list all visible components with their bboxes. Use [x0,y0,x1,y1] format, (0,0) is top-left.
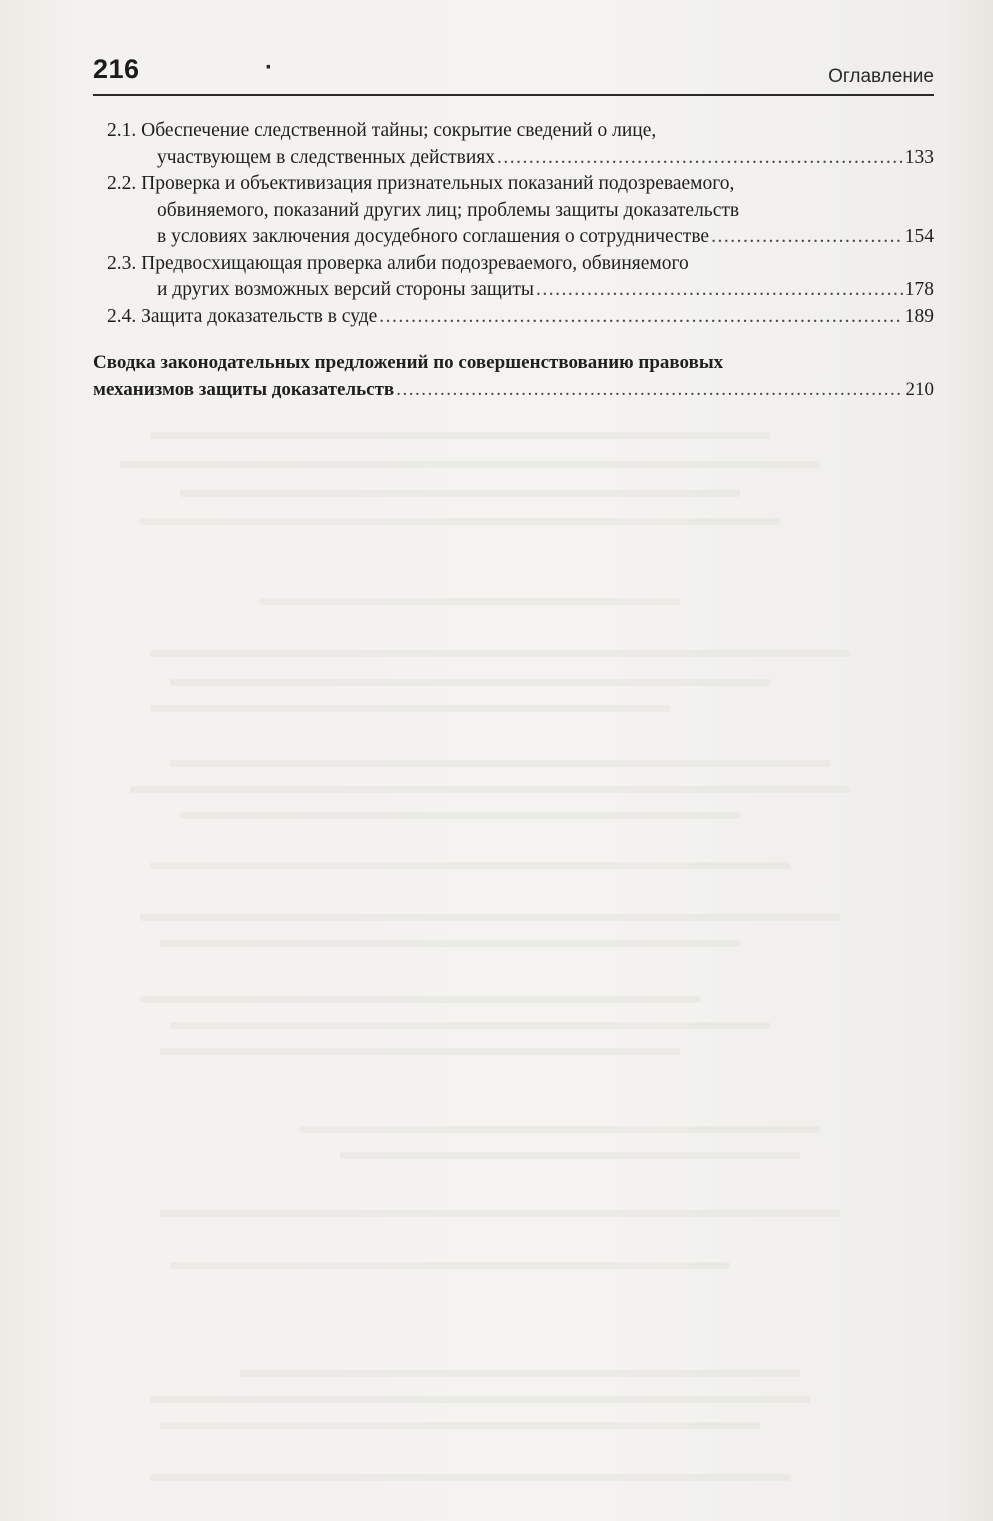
toc-page-number: 178 [904,279,934,300]
toc-entry-line: 2.3. Предвосхищающая проверка алиби подозреваемого, обвиняемого [107,252,689,274]
toc-entry-line: участвующем в следственных действиях [157,146,495,168]
toc-entry-2-4[interactable] [93,304,934,331]
toc-entry-2-3[interactable] [93,251,934,304]
header-separator-dot: · [265,54,273,81]
toc-entry-line: Сводка законодательных предложений по совершенствованию правовых [93,352,724,373]
page-header [93,52,934,96]
table-of-contents [93,118,934,403]
toc-entry-line: обвиняемого, показаний других лиц; проблемы защиты доказательств [157,199,740,221]
page-number: 216 [93,54,140,84]
toc-entry-line: 2.2. Проверка и объективизация признательных показаний подозреваемого, [107,173,735,194]
toc-page-number: 189 [904,305,934,327]
running-title: Оглавление [828,66,934,87]
toc-entry-line: в условиях заключения досудебного соглашения о сотрудничестве [157,226,710,247]
toc-entry-line: механизмов защиты доказательств [93,378,395,400]
dot-leader [536,277,903,304]
toc-entry-2-2[interactable] [93,171,934,251]
toc-entry-line: и других возможных версий стороны защиты [157,279,534,300]
dot-leader [379,304,902,331]
dot-leader [396,377,903,404]
toc-entry-summary[interactable] [93,350,934,403]
dot-leader [711,224,903,251]
toc-entry-line: 2.1. Обеспечение следственной тайны; сокрытие сведений о лице, [107,120,657,141]
toc-entry-line: 2.4. Защита доказательств в суде [107,305,378,327]
toc-page-number: 133 [904,146,934,168]
toc-page-number: 154 [904,226,934,247]
dot-leader [497,145,903,172]
toc-entry-2-1[interactable] [93,118,934,171]
toc-page-number: 210 [905,378,934,400]
